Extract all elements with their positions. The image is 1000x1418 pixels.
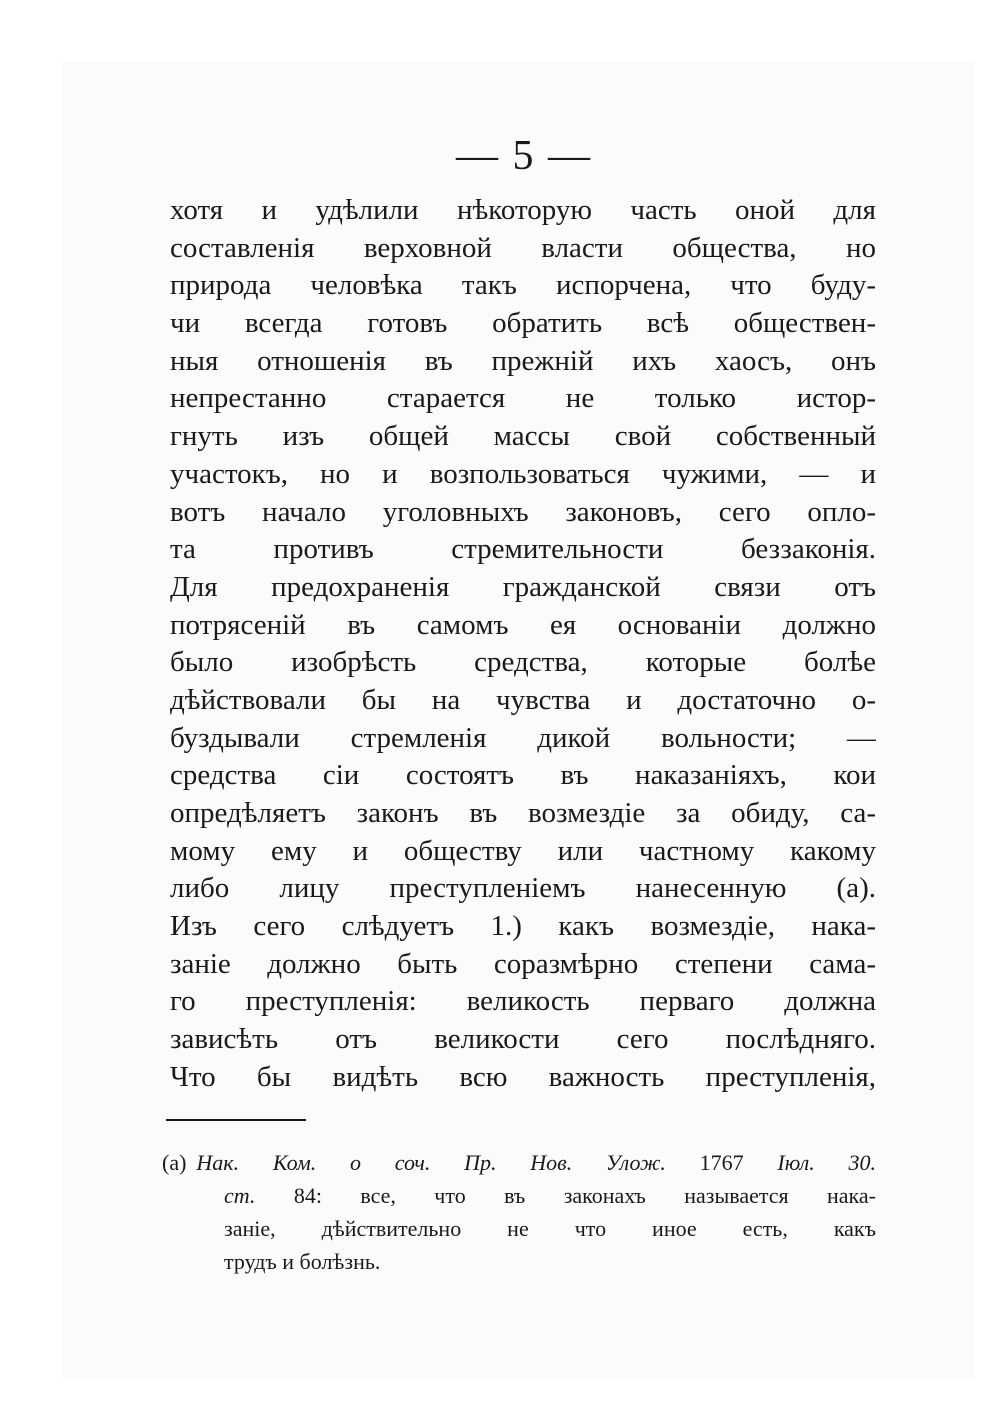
text-line: хотя и удѣлили нѣкоторую часть оной для: [170, 194, 876, 226]
footnote-source: Нак. Ком. о соч. Пр. Нов. Улож.: [196, 1150, 666, 1175]
footnote-article: ст.: [224, 1183, 256, 1208]
text-line: непрестанно старается не только истор-: [170, 382, 876, 415]
text-line: потрясеній въ самомъ ея основаніи должно: [170, 608, 876, 641]
footnote-text: 84: все, что въ законахъ называется нака-: [293, 1183, 876, 1208]
text-line: та противъ стремительности беззаконія.: [170, 533, 876, 566]
main-text: [170, 192, 876, 1097]
text-line: буздывали стремленія дикой вольности; —: [170, 721, 876, 754]
text-line: заніе должно быть соразмѣрно степени сама-: [170, 947, 876, 980]
text-line: участокъ, но и возпользоваться чужими, — и: [170, 457, 876, 490]
text-line: дѣйствовали бы на чувства и достаточно о-: [170, 683, 876, 716]
text-line: Изъ сего слѣдуетъ 1.) какъ возмездіе, нака-: [170, 910, 876, 943]
footnote: [162, 1146, 876, 1278]
footnote-line: [162, 1179, 876, 1212]
text-line: го преступленія: великость перваго должна: [170, 985, 876, 1018]
text-line: опредѣляетъ законъ въ возмездіе за обиду, са-: [170, 797, 876, 829]
text-line: природа человѣка такъ испорчена, что буду-: [170, 269, 876, 302]
book-page: [62, 62, 974, 1380]
footnote-line: [162, 1146, 876, 1179]
text-line: гнуть изъ общей массы свой собственный: [170, 420, 876, 453]
footnote-line: заніе, дѣйствительно не что иное есть, какъ: [224, 1216, 876, 1241]
text-line: чи всегда готовъ обратить всѣ обществен-: [170, 307, 876, 340]
text-line: ныя отношенія въ прежній ихъ хаосъ, онъ: [170, 344, 876, 377]
text-line: зависѣть отъ великости сего послѣдняго.: [170, 1023, 876, 1056]
text-line: мому ему и обществу или частному какому: [170, 834, 876, 867]
text-line: составленія верховной власти общества, но: [170, 231, 876, 264]
footnote-mark: (а): [162, 1150, 187, 1175]
text-line: Что бы видѣть всю важность преступленія,: [170, 1060, 876, 1093]
text-line: вотъ начало уголовныхъ законовъ, сего опло-: [170, 495, 876, 528]
footnote-year: 1767: [699, 1150, 744, 1175]
text-line: либо лицу преступленіемъ нанесенную (а).: [170, 872, 876, 905]
footnote-line: трудъ и болѣзнь.: [224, 1249, 381, 1274]
text-line: Для предохраненія гражданской связи отъ: [170, 570, 876, 603]
text-line: было изобрѣсть средства, которые болѣе: [170, 646, 876, 679]
footnote-divider: [166, 1119, 306, 1121]
footnote-date: Іюл. 30.: [777, 1150, 876, 1175]
page-number: — 5 —: [456, 133, 592, 179]
text-line: средства сіи состоятъ въ наказаніяхъ, кои: [170, 759, 876, 792]
